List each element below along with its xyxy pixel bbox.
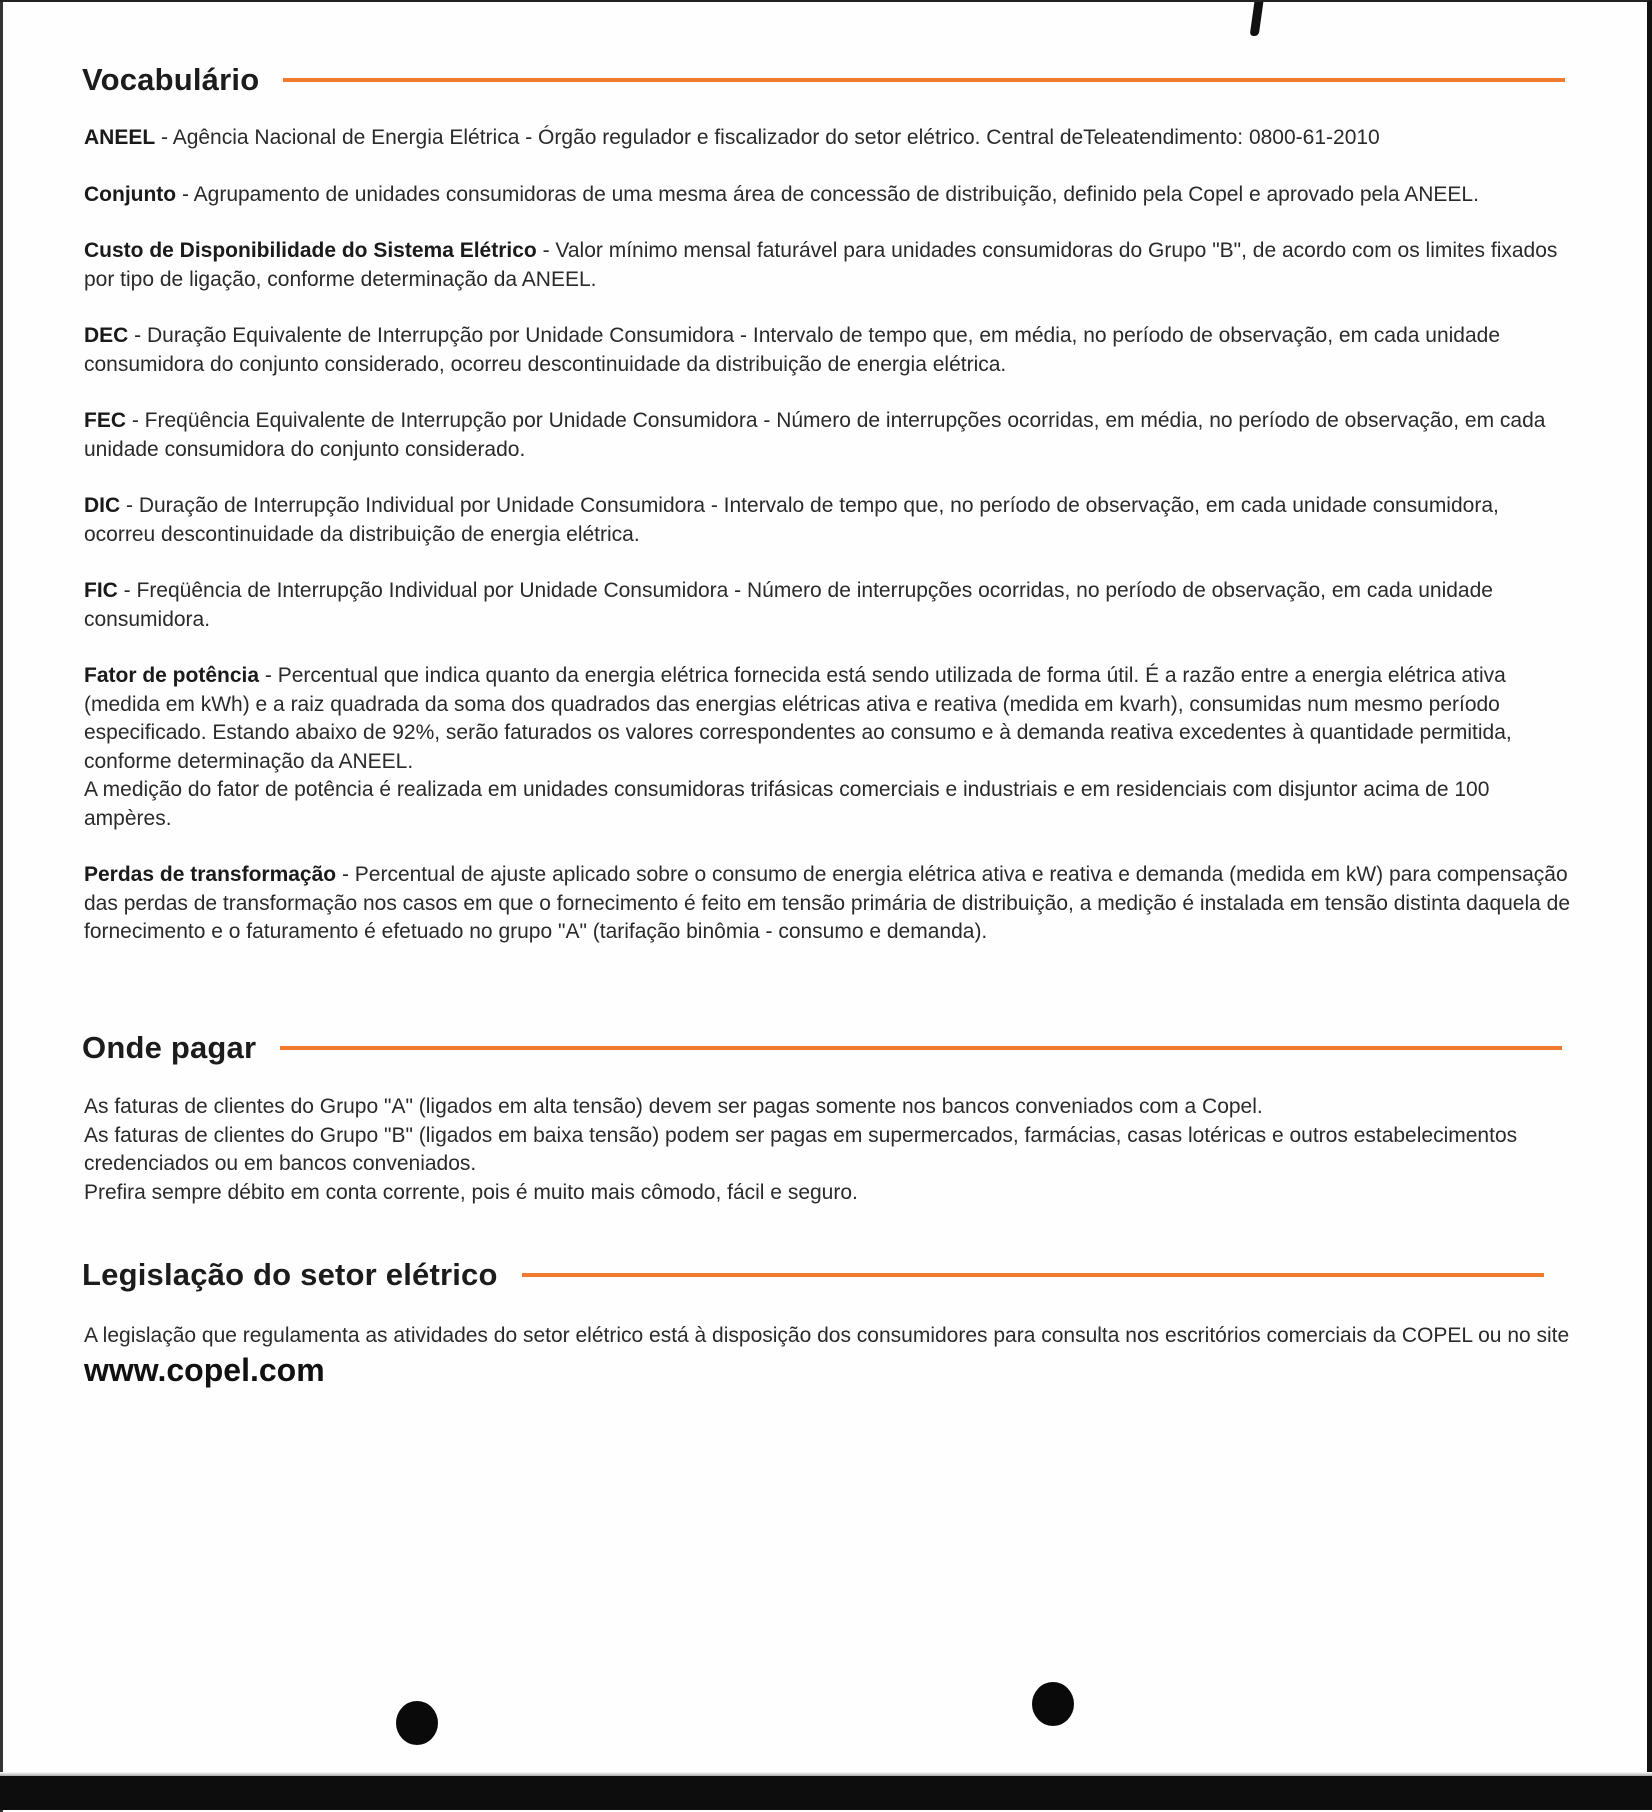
vocab-entry-fec [84, 407, 1574, 464]
section-rule [522, 1273, 1544, 1277]
onde-pagar-text [84, 1093, 1574, 1207]
scan-edge-bottom [0, 1776, 1652, 1810]
vocab-entry-dec [84, 322, 1574, 379]
vocab-entry-aneel [84, 124, 1574, 153]
vocab-term: Conjunto [84, 182, 177, 206]
vocab-term: Perdas de transformação [84, 863, 337, 886]
scan-mark-top [1250, 2, 1264, 36]
section-rule [283, 78, 1565, 82]
vocab-definition: - Agência Nacional de Energia Elétrica - Órgão regulador e fiscalizador do setor elétrico. Central deTeleatendimento: 0800-61-2010 [155, 126, 1380, 149]
vocab-definition: - Valor mínimo mensal faturável para unidades consumidoras do Grupo "B", de acordo com os limites fixados por tipo de ligação, conforme determinação da ANEEL. [84, 239, 1558, 291]
vocab-term: Fator de potência [84, 664, 260, 687]
vocab-definition: - Duração de Interrupção Individual por Unidade Consumidora - Intervalo de tempo que, no período de observação, em cada unidade consumidora, ocorreu descontinuidade da distribuição de energia elétrica. [84, 494, 1499, 546]
vocab-entry-perdas-transformacao [84, 861, 1574, 947]
vocab-term: ANEEL [84, 126, 156, 149]
vocab-definition: - Agrupamento de unidades consumidoras de uma mesma área de concessão de distribuição, definido pela Copel e aprovado pela ANEEL. [176, 182, 1479, 206]
vocab-definition: - Percentual que indica quanto da energia elétrica fornecida está sendo utilizada de forma útil. É a razão entre a energia elétrica ativa (medida em kWh) e a raiz quadrada da soma dos quadrados das energias elétricas ativa e reativa (medida em kvarh), consumidas num mesmo período especificado. Estando abaixo de 92%, serão faturados os valores correspondentes ao consumo e à demanda reativa excedentes à quantidade permitida, conforme determinação da ANEEL. [84, 664, 1512, 773]
legislacao-paragraph: A legislação que regulamenta as atividades do setor elétrico está à disposição dos consumidores para consulta nos escritórios comerciais da COPEL ou no site [84, 1324, 1570, 1347]
vocab-term: Custo de Disponibilidade do Sistema Elétrico [84, 239, 537, 262]
vocab-definition: - Duração Equivalente de Interrupção por Unidade Consumidora - Intervalo de tempo que, em média, no período de observação, em cada unidade consumidora do conjunto considerado, ocorreu descontinuidade da distribuição de energia elétrica. [84, 324, 1501, 376]
scan-edge-left [0, 2, 3, 1812]
vocab-definition: - Freqüência de Interrupção Individual por Unidade Consumidora - Número de interrupções ocorridas, no período de observação, em cada unidade consumidora. [84, 579, 1493, 631]
vocab-term: DEC [84, 324, 129, 347]
vocab-entry-dic [84, 492, 1574, 549]
section-header-vocabulario [82, 62, 1565, 98]
punch-hole-right [1032, 1682, 1074, 1726]
section-title-onde-pagar: Onde pagar [82, 1030, 257, 1065]
vocab-term: FEC [84, 409, 126, 432]
vocab-term: FIC [84, 579, 118, 602]
vocabulary-list [84, 124, 1574, 975]
vocab-entry-fator-potencia [84, 662, 1574, 833]
legislacao-text [84, 1319, 1574, 1392]
section-title-vocabulario: Vocabulário [82, 62, 260, 97]
onde-pagar-line: Prefira sempre débito em conta corrente, pois é muito mais cômodo, fácil e seguro. [84, 1180, 858, 1204]
vocab-definition: - Percentual de ajuste aplicado sobre o consumo de energia elétrica ativa e reativa e demanda (medida em kW) para compensação das perdas de transformação nos casos em que o fornecimento é feito em tensão primária de distribuição, a medição é instalada em tensão distinta daquela de fornecimento e o faturamento é efetuado no grupo "A" (tarifação binômia - consumo e demanda). [84, 863, 1571, 943]
section-rule [280, 1046, 1562, 1050]
vocab-term: DIC [84, 494, 121, 517]
vocab-extra-note: A medição do fator de potência é realizada em unidades consumidoras trifásicas comerciais e industriais e em residenciais com disjuntor acima de 100 ampères. [84, 778, 1490, 830]
copel-site-link[interactable]: www.copel.com [84, 1352, 325, 1388]
vocab-entry-custo-disponibilidade [84, 237, 1574, 294]
vocab-entry-conjunto [84, 181, 1574, 210]
section-title-legislacao: Legislação do setor elétrico [82, 1257, 498, 1292]
punch-hole-left [396, 1701, 438, 1745]
onde-pagar-line: As faturas de clientes do Grupo "A" (ligados em alta tensão) devem ser pagas somente nos bancos conveniados com a Copel. [84, 1095, 1263, 1118]
onde-pagar-line: As faturas de clientes do Grupo "B" (ligados em baixa tensão) podem ser pagas em supermercados, farmácias, casas lotéricas e outros estabelecimentos credenciados ou em bancos conveniados. [84, 1123, 1518, 1175]
section-header-legislacao [82, 1257, 1544, 1293]
section-header-onde-pagar [82, 1030, 1562, 1066]
vocab-definition: - Freqüência Equivalente de Interrupção por Unidade Consumidora - Número de interrupções ocorridas, em média, no período de observação, em cada unidade consumidora do conjunto considerado. [84, 409, 1546, 461]
vocab-entry-fic [84, 577, 1574, 634]
